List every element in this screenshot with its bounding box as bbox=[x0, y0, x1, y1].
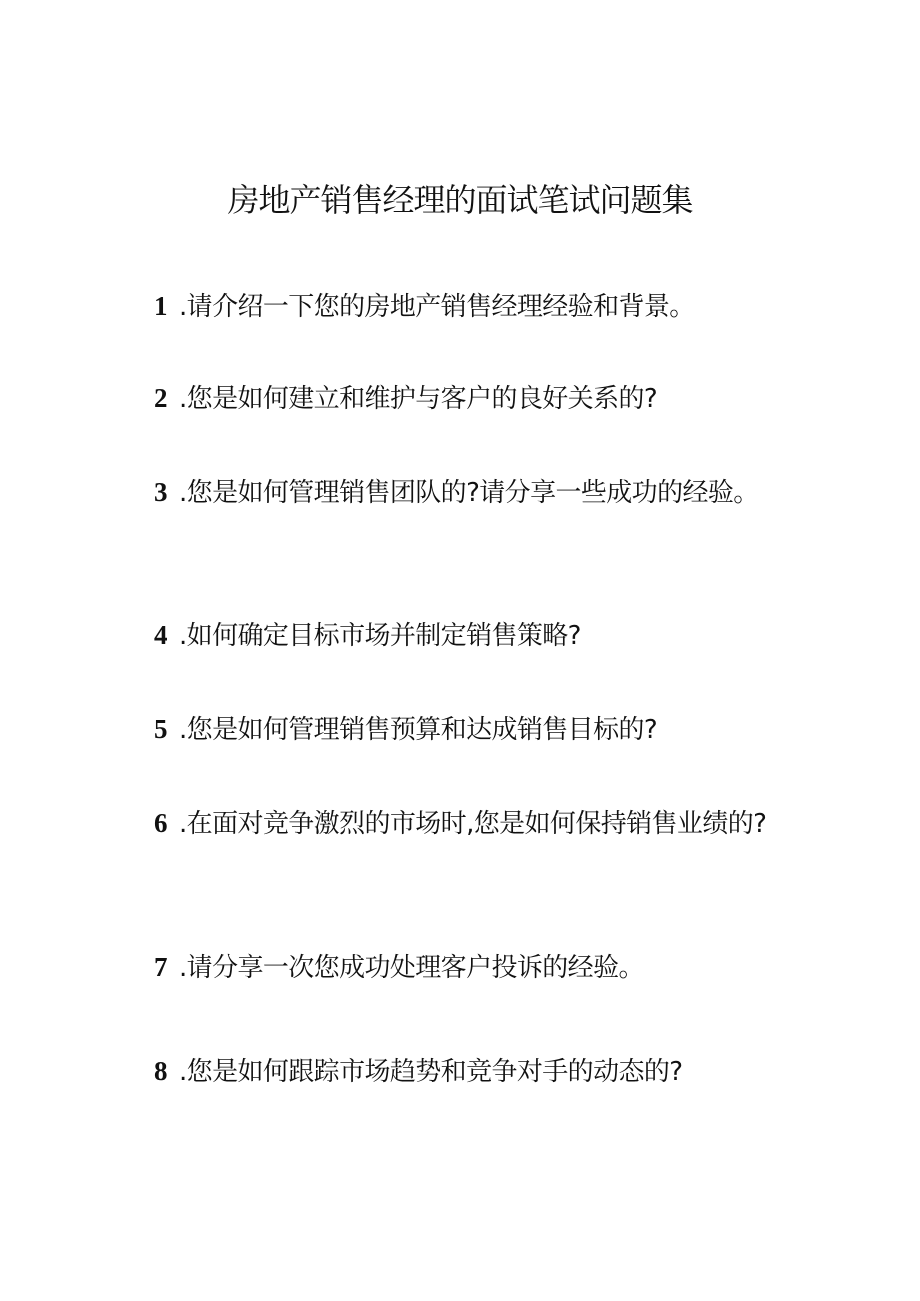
question-number: 5 bbox=[154, 714, 167, 744]
question-text: .您是如何建立和维护与客户的良好关系的? bbox=[179, 384, 658, 414]
question-item bbox=[106, 705, 806, 754]
question-number: 3 bbox=[154, 477, 167, 507]
question-number: 4 bbox=[154, 620, 167, 650]
question-item bbox=[106, 943, 806, 992]
question-item bbox=[106, 611, 806, 660]
question-number: 8 bbox=[154, 1056, 167, 1086]
question-text: .在面对竞争激烈的市场时,您是如何保持销售业绩的? bbox=[179, 809, 767, 839]
question-text: .您是如何管理销售预算和达成销售目标的? bbox=[179, 715, 658, 745]
question-text: .您是如何管理销售团队的?请分享一些成功的经验。 bbox=[179, 478, 759, 508]
question-item bbox=[106, 1047, 806, 1096]
question-text: .请分享一次您成功处理客户投诉的经验。 bbox=[179, 953, 644, 983]
question-number: 1 bbox=[154, 291, 167, 321]
question-number: 7 bbox=[154, 952, 167, 982]
question-item bbox=[106, 799, 806, 848]
question-number: 6 bbox=[154, 808, 167, 838]
question-text: .您是如何跟踪市场趋势和竞争对手的动态的? bbox=[179, 1057, 683, 1087]
question-item bbox=[106, 468, 806, 517]
question-item bbox=[106, 374, 806, 423]
question-text: .如何确定目标市场并制定销售策略? bbox=[179, 621, 581, 651]
question-number: 2 bbox=[154, 383, 167, 413]
document-title: 房地产销售经理的面试笔试问题集 bbox=[227, 181, 693, 219]
question-text: .请介绍一下您的房地产销售经理经验和背景。 bbox=[179, 292, 695, 322]
question-item bbox=[106, 282, 806, 331]
